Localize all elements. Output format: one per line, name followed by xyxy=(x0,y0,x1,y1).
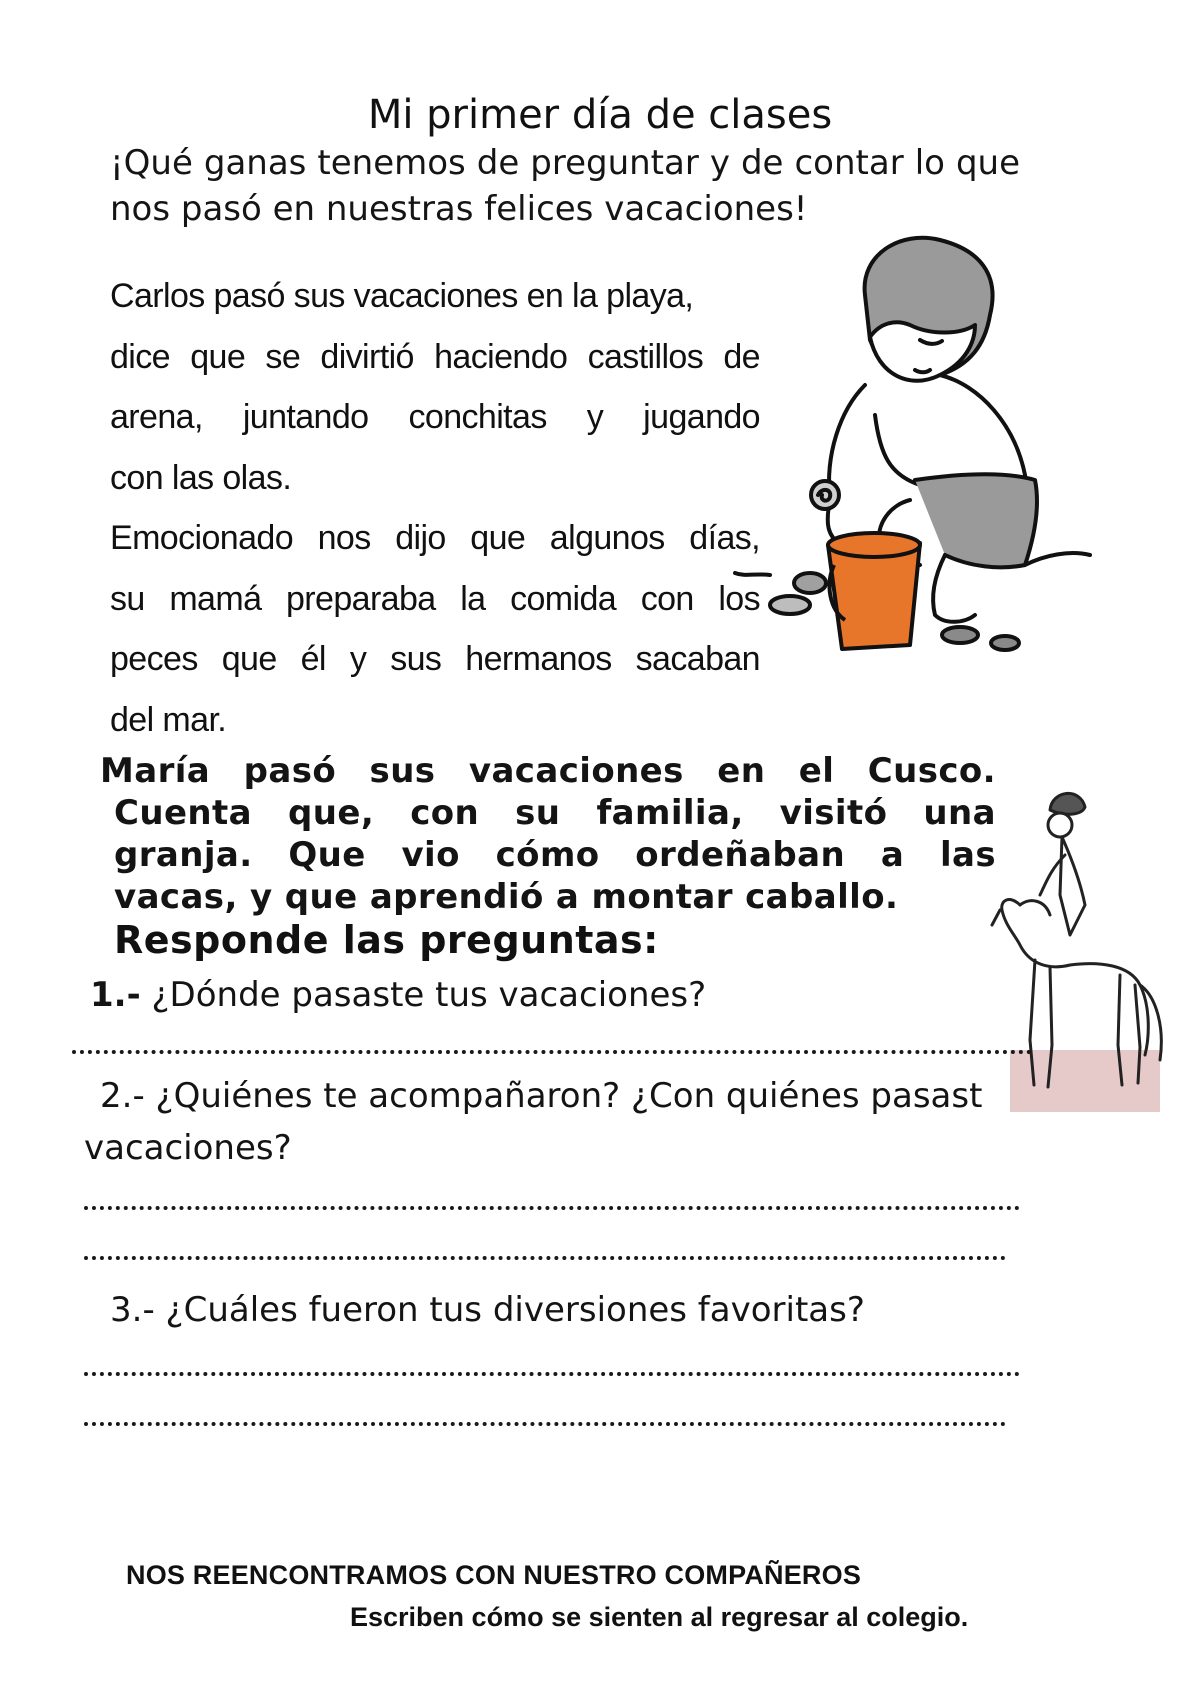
intro-line-1: ¡Qué ganas tenemos de preguntar y de contar lo que xyxy=(110,143,1020,183)
question-2-continuation: vacaciones? xyxy=(84,1128,292,1168)
maria-line: María pasó sus vacaciones en el Cusco. xyxy=(100,751,996,791)
girl-riding-horse-illustration xyxy=(990,785,1170,1125)
carlos-paragraph xyxy=(110,266,760,750)
question-3 xyxy=(110,1290,865,1330)
boy-playing-with-sand-bucket-illustration xyxy=(770,225,1130,685)
question-text: ¿Quiénes te acompañaron? ¿Con quiénes pasast xyxy=(155,1076,983,1116)
question-1 xyxy=(90,975,706,1015)
maria-line: vacas, y que aprendió a montar caballo. xyxy=(114,877,899,917)
carlos-line: peces que él y sus hermanos sacaban xyxy=(110,640,760,678)
question-text: ¿Dónde pasaste tus vacaciones? xyxy=(151,975,707,1015)
question-number: 2.- xyxy=(100,1076,145,1116)
question-text: ¿Cuáles fueron tus diversiones favoritas? xyxy=(165,1290,865,1330)
carlos-line: Emocionado nos dijo que algunos días, xyxy=(110,519,760,557)
carlos-line: Carlos pasó sus vacaciones en la playa, xyxy=(110,277,694,315)
page-title: Mi primer día de clases xyxy=(367,92,833,138)
answer-line[interactable] xyxy=(84,1256,1006,1260)
maria-line: granja. Que vio cómo ordeñaban a las xyxy=(114,835,996,875)
question-number: 3.- xyxy=(110,1290,155,1330)
answer-line[interactable] xyxy=(84,1206,1020,1210)
footer-heading: NOS REENCONTRAMOS CON NUESTRO COMPAÑEROS xyxy=(126,1560,862,1590)
carlos-line: arena, juntando conchitas y jugando xyxy=(110,398,760,436)
answer-line[interactable] xyxy=(72,1050,1032,1054)
answer-line[interactable] xyxy=(84,1422,1006,1426)
carlos-line: su mamá preparaba la comida con los xyxy=(110,579,760,618)
question-number: 1.- xyxy=(90,975,141,1015)
carlos-line: con las olas. xyxy=(110,458,292,497)
question-2 xyxy=(100,1076,982,1116)
carlos-line: del mar. xyxy=(110,700,227,739)
footer-instruction: Escriben cómo se sienten al regresar al colegio. xyxy=(350,1602,969,1632)
intro-paragraph xyxy=(110,140,1020,232)
answer-line[interactable] xyxy=(84,1372,1020,1376)
maria-line: Cuenta que, con su familia, visitó una xyxy=(114,793,996,833)
responde-heading: Responde las preguntas: xyxy=(114,918,659,962)
maria-paragraph xyxy=(100,750,996,918)
intro-line-2: nos pasó en nuestras felices vacaciones! xyxy=(110,189,808,229)
carlos-line: dice que se divirtió haciendo castillos de xyxy=(110,337,760,376)
